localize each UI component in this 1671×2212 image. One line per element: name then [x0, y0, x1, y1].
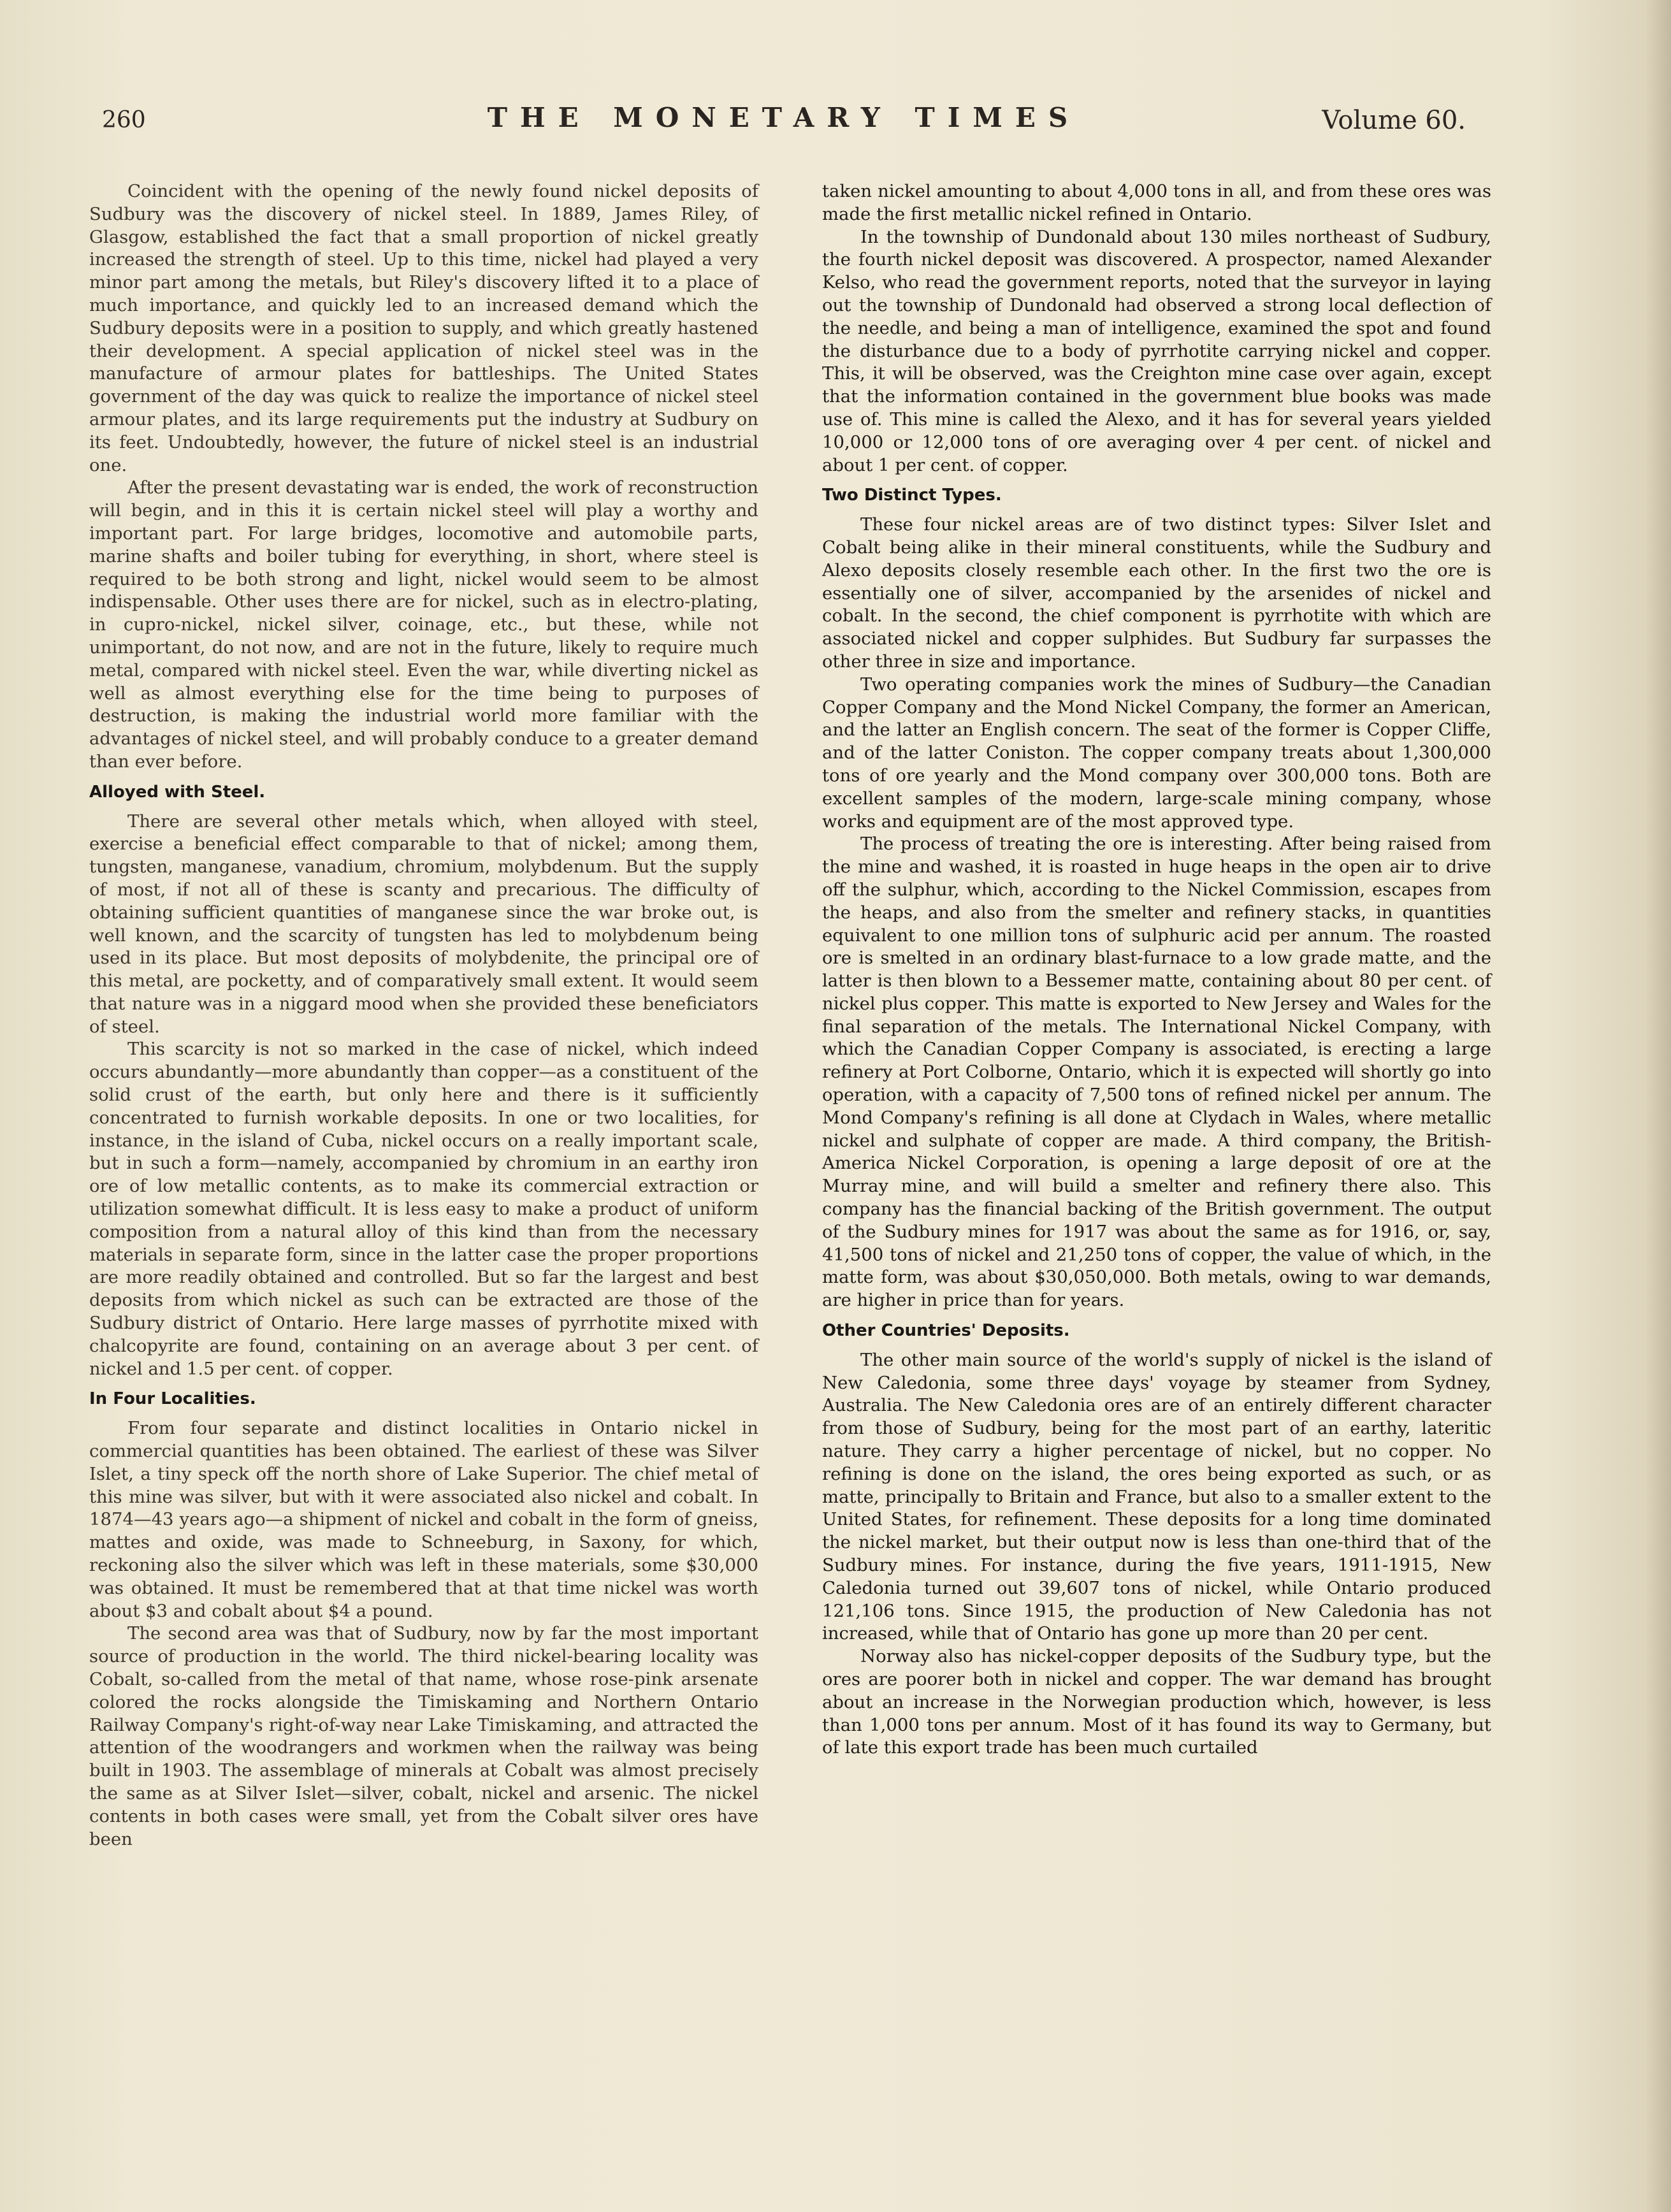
- left-paragraph-6: The second area was that of Sudbury, now by far the most important source of production in the world. The third nickel-bearing locality was Cobalt, so-called from the metal of that name, whose rose-pink arsenate colored the rocks alongside the Timiskaming and Northern Ontario Railway Company's right-of-way near Lake Timiskaming, and attracted the attention of the woodrangers and workmen when the railway was being built in 1903. The assemblage of minerals at Cobalt was almost precisely the same as at Silver Islet—silver, cobalt, nickel and arsenic. The nickel contents in both cases were small, yet from the Cobalt silver ores have been: [89, 1623, 758, 1849]
- left-column: [89, 180, 758, 1851]
- right-paragraph-4: Two operating companies work the mines of Sudbury—the Canadian Copper Company and the Mond Nickel Company, the former an American, and the latter an English concern. The seat of the former is Copper Cliffe, and of the latter Coniston. The copper company treats about 1,300,000 tons of ore yearly and the Mond company over 300,000 tons. Both are excellent samples of the modern, large-scale mining company, whose works and equipment are of the most approved type.: [822, 674, 1491, 832]
- section-heading-in-four-localities: In Four Localities.: [89, 1389, 256, 1409]
- right-paragraph-1: taken nickel amounting to about 4,000 tons in all, and from these ores was made the first metallic nickel refined in Ontario.: [822, 181, 1491, 224]
- right-paragraph-5: The process of treating the ore is interesting. After being raised from the mine and washed, it is roasted in huge heaps in the open air to drive off the sulphur, which, according to the Nickel Commission, escapes from the heaps, and also from the smelter and refinery stacks, in quantities equivalent to one million tons of sulphuric acid per annum. The roasted ore is smelted in an ordinary blast-furnace to a low grade matte, and the latter is then blown to a Bessemer matte, containing about 80 per cent. of nickel plus copper. This matte is exported to New Jersey and Wales for the final separation of the metals. The International Nickel Company, with which the Canadian Copper Company is associated, is erecting a large refinery at Port Colborne, Ontario, which it is expected will shortly go into operation, with a capacity of 7,500 tons of refined nickel per annum. The Mond Company's refining is all done at Clydach in Wales, where metallic nickel and sulphate of copper are made. A third company, the British-America Nickel Corporation, is opening a large deposit of ore at the Murray mine, and will build a smelter and refinery there also. This company has the financial backing of the British government. The output of the Sudbury mines for 1917 was about the same as for 1916, or, say, 41,500 tons of nickel and 21,250 tons of copper, the value of which, in the matte form, was about $30,050,000. Both metals, owing to war demands, are higher in price than for years.: [822, 834, 1491, 1311]
- page-edge-shadow: [1646, 0, 1671, 2212]
- section-heading-alloyed-with-steel: Alloyed with Steel.: [89, 782, 266, 802]
- right-column: [822, 180, 1491, 1760]
- right-paragraph-6: The other main source of the world's supply of nickel is the island of New Caledonia, some three days' voyage by steamer from Sydney, Australia. The New Caledonia ores are of an entirely different character from those of Sudbury, being for the most part of an earthy, lateritic nature. They carry a higher percentage of nickel, but no copper. No refining is done on the island, the ores being exported as such, or as matte, principally to Britain and France, but also to a smaller extent to the United States, for refinement. These deposits for a long time dominated the nickel market, but their output now is less than one-third that of the Sudbury mines. For instance, during the five years, 1911-1915, New Caledonia turned out 39,607 tons of nickel, while Ontario produced 121,106 tons. Since 1915, the production of New Caledonia has not increased, while that of Ontario has gone up more than 20 per cent.: [822, 1349, 1491, 1644]
- right-paragraph-7: Norway also has nickel-copper deposits of the Sudbury type, but the ores are poorer both in nickel and copper. The war demand has brought about an increase in the Norwegian production which, however, is less than 1,000 tons per annum. Most of it has found its way to Germany, but of late this export trade has been much curtailed: [822, 1646, 1491, 1758]
- page-number: 260: [102, 107, 146, 133]
- volume-label: Volume 60.: [1322, 106, 1466, 135]
- left-paragraph-4: This scarcity is not so marked in the case of nickel, which indeed occurs abundantly—more abundantly than copper—as a constituent of the solid crust of the earth, but only here and there is it sufficiently concentrated to furnish workable deposits. In one or two localities, for instance, in the island of Cuba, nickel occurs on a really important scale, but in such a form—namely, accompanied by chromium in an earthy iron ore of low metallic contents, as to make its commercial extraction or utilization somewhat difficult. It is less easy to make a product of uniform composition from a natural alloy of this kind than from the necessary materials in separate form, since in the latter case the proper proportions are more readily obtained and controlled. But so far the largest and best deposits from which nickel as such can be extracted are those of the Sudbury district of Ontario. Here large masses of pyrrhotite mixed with chalcopyrite are found, containing on an average about 3 per cent. of nickel and 1.5 per cent. of copper.: [89, 1039, 758, 1379]
- left-paragraph-3: There are several other metals which, when alloyed with steel, exercise a beneficial effect comparable to that of nickel; among them, tungsten, manganese, vanadium, chromium, molybdenum. But the supply of most, if not all of these is scanty and precarious. The difficulty of obtaining sufficient quantities of manganese since the war broke out, is well known, and the scarcity of tungsten has led to molybdenum being used in its place. But most deposits of molybdenite, the principal ore of this metal, are pocketty, and of comparatively small extent. It would seem that nature was in a niggard mood when she provided these beneficiators of steel.: [89, 811, 758, 1037]
- section-heading-two-distinct-types: Two Distinct Types.: [822, 486, 1002, 505]
- section-heading-other-countries-deposits: Other Countries' Deposits.: [822, 1321, 1070, 1341]
- left-paragraph-1: Coincident with the opening of the newly found nickel deposits of Sudbury was the discovery of nickel steel. In 1889, James Riley, of Glasgow, established the fact that a small proportion of nickel greatly increased the strength of steel. Up to this time, nickel had played a very minor part among the metals, but Riley's discovery lifted it to a place of much importance, and quickly led to an increased demand which the Sudbury deposits were in a position to supply, and which greatly hastened their development. A special application of nickel steel was in the manufacture of armour plates for battleships. The United States government of the day was quick to realize the importance of nickel steel armour plates, and its large requirements put the industry at Sudbury on its feet. Undoubtedly, however, the future of nickel steel is an industrial one.: [89, 181, 758, 475]
- left-paragraph-5: From four separate and distinct localities in Ontario nickel in commercial quantities has been obtained. The earliest of these was Silver Islet, a tiny speck off the north shore of Lake Superior. The chief metal of this mine was silver, but with it were associated also nickel and cobalt. In 1874—43 years ago—a shipment of nickel and cobalt in the form of gneiss, mattes and oxide, was made to Schneeburg, in Saxony, for which, reckoning also the silver which was left in these materials, some $30,000 was obtained. It must be remembered that at that time nickel was worth about $3 and cobalt about $4 a pound.: [89, 1418, 758, 1621]
- journal-title: THE MONETARY TIMES: [487, 102, 1081, 133]
- running-head: [102, 102, 1466, 140]
- right-paragraph-3: These four nickel areas are of two distinct types: Silver Islet and Cobalt being alike in their mineral constituents, while the Sudbury and Alexo deposits closely resemble each other. In the first two the ore is essentially one of silver, accompanied by the arsenides of nickel and cobalt. In the second, the chief component is pyrrhotite with which are associated nickel and copper sulphides. But Sudbury far surpasses the other three in size and importance.: [822, 514, 1491, 672]
- left-paragraph-2: After the present devastating war is ended, the work of reconstruction will begin, and in this it is certain nickel steel will play a worthy and important part. For large bridges, locomotive and automobile parts, marine shafts and boiler tubing for everything, in short, where steel is required to be both strong and light, nickel would seem to be almost indispensable. Other uses there are for nickel, such as in electro-plating, in cupro-nickel, nickel silver, coinage, etc., but these, while not unimportant, do not now, and are not in the future, likely to require much metal, compared with nickel steel. Even the war, while diverting nickel as well as almost everything else for the time being to purposes of destruction, is making the industrial world more familiar with the advantages of nickel steel, and will probably conduce to a greater demand than ever before.: [89, 477, 758, 772]
- right-paragraph-2: In the township of Dundonald about 130 miles northeast of Sudbury, the fourth nickel deposit was discovered. A prospector, named Alexander Kelso, who read the government reports, noted that the surveyor in laying out the township of Dundonald had observed a strong local deflection of the needle, and being a man of intelligence, examined the spot and found the disturbance due to a body of pyrrhotite carrying nickel and copper. This, it will be observed, was the Creighton mine case over again, except that the information contained in the government blue books was made use of. This mine is called the Alexo, and it has for several years yielded 10,000 or 12,000 tons of ore averaging over 4 per cent. of nickel and about 1 per cent. of copper.: [822, 226, 1491, 475]
